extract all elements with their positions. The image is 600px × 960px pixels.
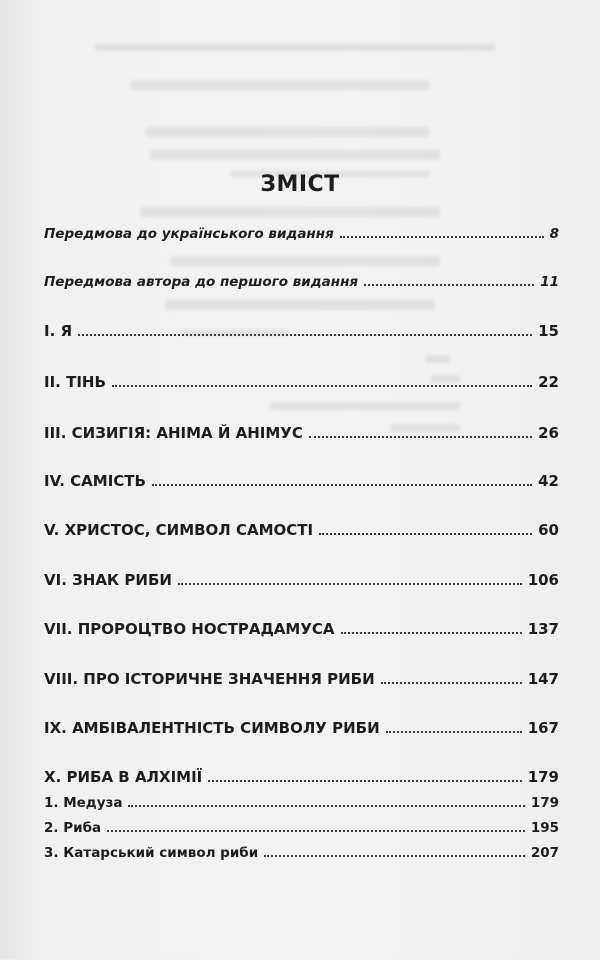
toc-entry-label: III. СИЗИГІЯ: АНІМА Й АНІМУС bbox=[44, 424, 303, 442]
toc-entry-page: 11 bbox=[540, 274, 559, 290]
toc-entry-page: 42 bbox=[538, 472, 559, 490]
toc-entry-label: X. РИБА В АЛХІМІЇ bbox=[44, 768, 203, 786]
toc-entry-label: IX. АМБІВАЛЕНТНІСТЬ СИМВОЛУ РИБИ bbox=[44, 719, 380, 737]
dot-leader bbox=[264, 855, 525, 857]
toc-entry-chapter-10[interactable] bbox=[44, 768, 559, 786]
toc-entry-section-medusa[interactable] bbox=[44, 795, 559, 811]
dot-leader bbox=[107, 830, 525, 832]
toc-entry-label: Передмова до українського видання bbox=[44, 226, 334, 242]
dot-leader bbox=[309, 436, 532, 438]
toc-entry-page: 179 bbox=[527, 768, 559, 786]
toc-entry-section-fish[interactable] bbox=[44, 820, 559, 836]
toc-entry-chapter-1[interactable] bbox=[44, 322, 559, 340]
toc-entry-label: Передмова автора до першого видання bbox=[44, 274, 359, 290]
toc-entry-chapter-4[interactable] bbox=[44, 472, 559, 490]
toc-title: ЗМІСТ bbox=[260, 172, 340, 197]
dot-leader bbox=[341, 632, 522, 634]
toc-entry-page: 15 bbox=[538, 322, 559, 340]
dot-leader bbox=[112, 385, 532, 387]
toc-entry-page: 60 bbox=[538, 521, 559, 539]
toc-entry-chapter-6[interactable] bbox=[44, 571, 559, 589]
toc-entry-preface-ukrainian[interactable] bbox=[44, 226, 559, 242]
toc-entry-page: 195 bbox=[530, 820, 559, 836]
toc-entry-label: 2. Риба bbox=[44, 820, 102, 836]
toc-entry-preface-author[interactable] bbox=[44, 274, 559, 290]
toc-entry-label: V. ХРИСТОС, СИМВОЛ САМОСТІ bbox=[44, 521, 314, 539]
dot-leader bbox=[381, 682, 522, 684]
toc-entry-chapter-9[interactable] bbox=[44, 719, 559, 737]
toc-entry-label: VI. ЗНАК РИБИ bbox=[44, 571, 172, 589]
toc-entry-page: 179 bbox=[530, 795, 559, 811]
toc-entry-chapter-7[interactable] bbox=[44, 620, 559, 638]
toc-entry-page: 26 bbox=[538, 424, 559, 442]
dot-leader bbox=[208, 780, 521, 782]
toc-entry-section-cathar[interactable] bbox=[44, 845, 559, 861]
dot-leader bbox=[78, 334, 532, 336]
toc-entry-chapter-3[interactable] bbox=[44, 424, 559, 442]
toc-entry-label: II. ТІНЬ bbox=[44, 373, 106, 391]
dot-leader bbox=[364, 284, 534, 286]
dot-leader bbox=[128, 805, 524, 807]
toc-entry-page: 8 bbox=[549, 226, 559, 242]
toc-entry-chapter-8[interactable] bbox=[44, 670, 559, 688]
dot-leader bbox=[152, 484, 532, 486]
toc-entry-page: 167 bbox=[527, 719, 559, 737]
toc-entry-label: 1. Медуза bbox=[44, 795, 123, 811]
dot-leader bbox=[386, 731, 522, 733]
dot-leader bbox=[319, 533, 532, 535]
toc-entry-page: 22 bbox=[538, 373, 559, 391]
toc-entry-label: I. Я bbox=[44, 322, 73, 340]
toc-entry-page: 137 bbox=[527, 620, 559, 638]
dot-leader bbox=[178, 583, 522, 585]
toc-entry-label: VII. ПРОРОЦТВО НОСТРАДАМУСА bbox=[44, 620, 335, 638]
toc-entry-chapter-5[interactable] bbox=[44, 521, 559, 539]
toc-entry-chapter-2[interactable] bbox=[44, 373, 559, 391]
toc-entry-label: VIII. ПРО ІСТОРИЧНЕ ЗНАЧЕННЯ РИБИ bbox=[44, 670, 375, 688]
dot-leader bbox=[340, 236, 544, 238]
toc-entry-page: 147 bbox=[527, 670, 559, 688]
toc-entry-label: 3. Катарський символ риби bbox=[44, 845, 259, 861]
toc-entry-label: IV. САМІСТЬ bbox=[44, 472, 146, 490]
toc-entry-page: 207 bbox=[530, 845, 559, 861]
toc-entry-page: 106 bbox=[527, 571, 559, 589]
